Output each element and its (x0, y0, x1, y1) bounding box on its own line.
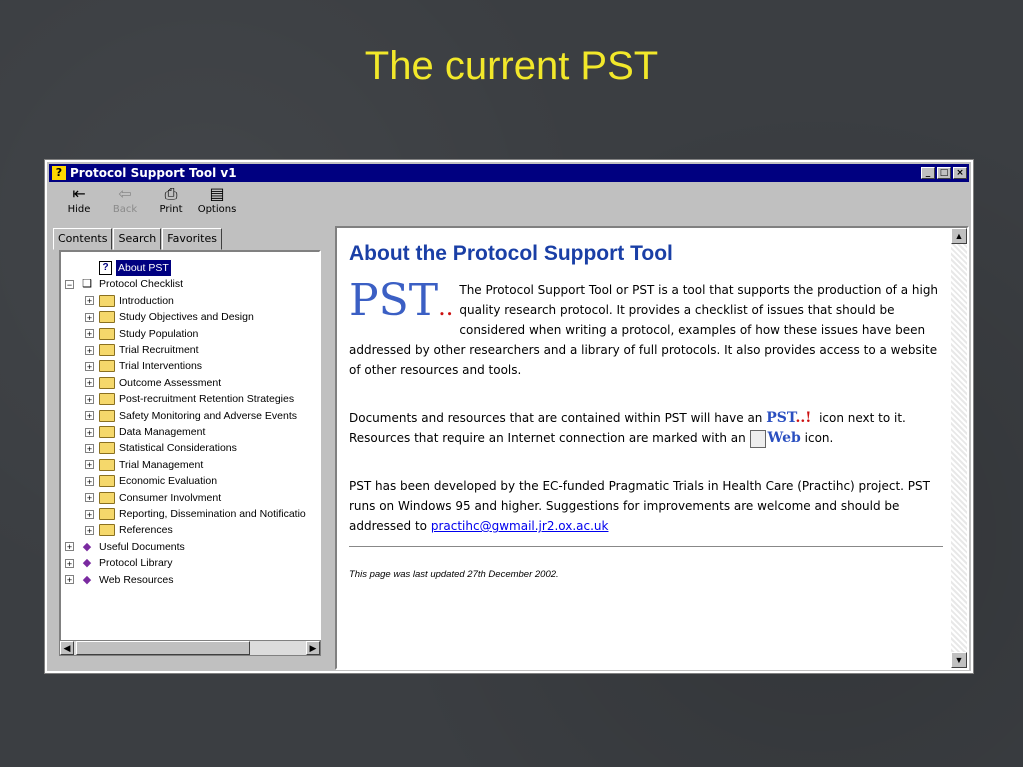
topic-heading: About the Protocol Support Tool (349, 242, 673, 265)
scroll-thumb[interactable] (76, 641, 250, 655)
folder-icon (99, 328, 115, 340)
tree-item-label: Useful Documents (99, 540, 185, 553)
tree-item-label: Reporting, Dissemination and Notificatio (119, 508, 306, 520)
tree-item[interactable] (85, 506, 306, 522)
tree-item[interactable] (85, 260, 171, 276)
folder-icon (99, 311, 115, 323)
expand-icon[interactable]: + (86, 312, 93, 323)
tree-item-label: Outcome Assessment (119, 376, 222, 389)
tree-item-label: Trial Interventions (119, 360, 203, 373)
expand-icon[interactable]: + (86, 525, 93, 536)
tree-item[interactable] (85, 375, 221, 391)
help-window (45, 160, 973, 673)
expand-icon[interactable]: + (86, 345, 93, 356)
scroll-left-icon[interactable]: ◀ (60, 641, 74, 655)
folder-icon (99, 492, 115, 504)
tree-item-label: About PST (118, 262, 169, 274)
tree-item[interactable] (85, 440, 237, 456)
folder-icon (99, 475, 115, 487)
book-icon: ◆ (82, 573, 92, 586)
tab-contents[interactable]: Contents (53, 228, 112, 250)
tree-item-label: Economic Evaluation (119, 475, 218, 488)
vertical-scrollbar[interactable] (951, 228, 967, 668)
nav-tabs (53, 228, 329, 250)
folder-icon (99, 459, 115, 471)
last-updated: This page was last updated 27th December 2002. (349, 569, 559, 580)
options-button[interactable]: ▤ Options (197, 184, 237, 215)
caption-buttons (921, 167, 967, 179)
expand-icon[interactable]: + (86, 329, 93, 340)
tree-item[interactable] (65, 276, 183, 292)
folder-icon (99, 377, 115, 389)
contents-tree[interactable] (59, 250, 321, 656)
book-icon: ◆ (82, 540, 92, 553)
pst-mark-icon: PST..! (766, 410, 812, 426)
print-icon: ⎙ (164, 184, 178, 203)
back-arrow-icon: ⇦ (118, 184, 132, 203)
tree-item[interactable] (85, 408, 297, 424)
expand-icon[interactable]: + (86, 493, 93, 504)
tree-item-label: Study Population (119, 327, 199, 340)
folder-icon (99, 393, 115, 405)
open-book-icon: ❑ (82, 278, 92, 291)
tree-item-label: Statistical Considerations (119, 442, 237, 455)
folder-icon (99, 360, 115, 372)
expand-icon[interactable]: + (86, 394, 93, 405)
maximize-button[interactable]: □ (937, 167, 951, 179)
back-button[interactable]: ⇦ Back (105, 184, 145, 222)
folder-icon (99, 344, 115, 356)
tree-item[interactable] (85, 490, 221, 506)
folder-icon (99, 442, 115, 454)
navigation-pane (53, 228, 329, 668)
expand-icon[interactable]: + (66, 542, 73, 553)
tree-item-label: Protocol Checklist (99, 278, 184, 291)
app-help-icon: ? (52, 166, 66, 180)
hide-icon: ⇤ (72, 184, 86, 203)
email-link[interactable]: practihc@gwmail.jr2.ox.ac.uk (430, 519, 609, 533)
folder-icon (99, 426, 115, 438)
tree-item[interactable] (85, 473, 217, 489)
divider (349, 546, 943, 547)
expand-icon[interactable]: + (86, 476, 93, 487)
expand-icon[interactable]: + (86, 509, 93, 520)
window-title: Protocol Support Tool v1 (70, 166, 237, 180)
tree-item-label: Protocol Library (99, 557, 173, 570)
scroll-down-icon[interactable]: ▼ (951, 652, 967, 668)
scroll-up-icon[interactable]: ▲ (951, 228, 967, 244)
options-icon: ▤ (209, 184, 225, 203)
tree-item[interactable] (85, 457, 203, 473)
tree-item-label: Data Management (119, 426, 206, 438)
tab-search[interactable]: Search (113, 228, 161, 250)
topic-content (349, 238, 943, 585)
tree-item-label: Trial Management (119, 458, 204, 471)
collapse-icon[interactable]: − (66, 279, 73, 290)
tree-item[interactable] (85, 358, 202, 374)
tree-item-label: Post-recruitment Retention Strategies (119, 393, 295, 406)
web-page-icon (750, 430, 766, 448)
topic-pane (335, 226, 969, 670)
folder-icon (99, 524, 115, 536)
folder-icon (99, 508, 115, 520)
folder-icon (99, 410, 115, 422)
project-paragraph: PST has been developed by the EC-funded Pragmatic Trials in Health Care (Practihc) project. PST runs on Windows 95 and higher. Suggestions for improvements are welcome and should be addressed to practihc@gwmail.jr2.ox.ac.uk (349, 479, 930, 533)
title-bar[interactable] (49, 164, 969, 182)
intro-paragraph: The Protocol Support Tool or PST is a tool that supports the production of a high quality research protocol. It provides a checklist of issues that should be considered when writing a protocol, examples of how these issues have been addressed by other researchers and a library of full protocols. It also provides access to a website of other resources and tools. (349, 283, 939, 377)
tree-item[interactable] (85, 309, 254, 325)
tree-item-label: Trial Recruitment (119, 344, 199, 356)
book-icon: ◆ (82, 557, 92, 570)
tree-item-label: Consumer Involvment (119, 491, 222, 504)
tree-item[interactable] (85, 522, 173, 538)
pst-logo: PST.. (349, 275, 454, 326)
expand-icon[interactable]: + (86, 411, 93, 422)
tree-item[interactable] (85, 326, 198, 342)
expand-icon[interactable]: + (86, 361, 93, 372)
toolbar (49, 184, 969, 222)
expand-icon[interactable]: + (66, 575, 73, 586)
help-page-icon: ? (99, 261, 112, 275)
tab-favorites[interactable]: Favorites (162, 228, 222, 250)
tree-item-label: References (119, 524, 173, 537)
tree-item[interactable] (65, 555, 173, 571)
hide-button[interactable]: ⇤ Hide (59, 184, 99, 222)
tree-item-label: Introduction (119, 294, 174, 307)
tree-item[interactable] (85, 424, 205, 440)
scroll-right-icon[interactable]: ▶ (306, 641, 320, 655)
expand-icon[interactable]: + (86, 378, 93, 389)
web-label: Web (767, 430, 801, 446)
print-button[interactable]: ⎙ Print (151, 184, 191, 222)
folder-icon (99, 295, 115, 307)
tree-item-label: Study Objectives and Design (119, 311, 254, 324)
expand-icon[interactable]: + (86, 443, 93, 454)
tree-item[interactable] (85, 391, 294, 407)
expand-icon[interactable]: + (66, 558, 73, 569)
expand-icon[interactable]: + (86, 427, 93, 438)
tree-item-label: Web Resources (99, 573, 174, 586)
tree-item[interactable] (85, 293, 174, 309)
tree-item-label: Safety Monitoring and Adverse Events (119, 409, 298, 422)
expand-icon[interactable]: + (86, 296, 93, 307)
tree-item[interactable] (65, 572, 174, 588)
slide-title: The current PST (364, 44, 659, 88)
close-button[interactable]: × (953, 167, 967, 179)
horizontal-scrollbar[interactable] (59, 640, 321, 656)
expand-icon[interactable]: + (86, 460, 93, 471)
tree-item[interactable] (85, 342, 199, 358)
tree-item[interactable] (65, 539, 185, 555)
minimize-button[interactable]: _ (921, 167, 935, 179)
icons-paragraph: Documents and resources that are contained within PST will have an PST..! icon next to it. Resources that require an Internet connection are marked with an Web icon. (349, 410, 906, 446)
